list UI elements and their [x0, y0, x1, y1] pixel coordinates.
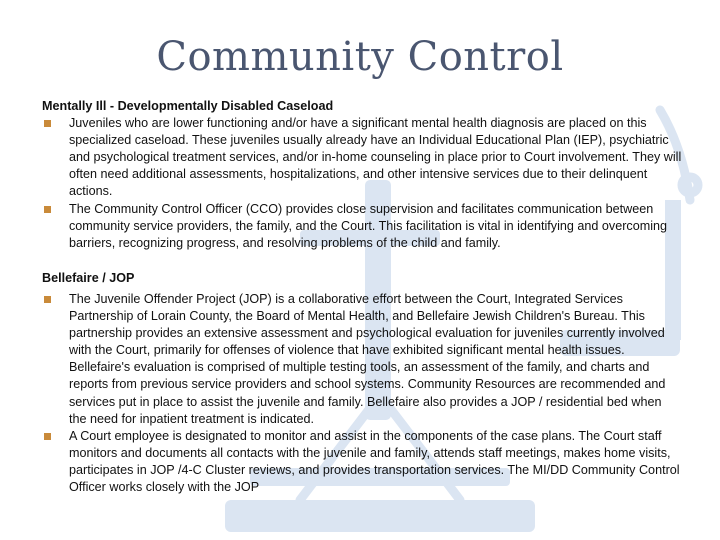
- section-heading-midd: Mentally Ill - Developmentally Disabled Caseload: [42, 99, 334, 113]
- bullet-text: The Community Control Officer (CCO) provides close supervision and facilitates communication between community service providers, the family, and the Court. This facilitation is vital in identifying and overcoming barriers, recognizing progress, and resolving problems of the child and family.: [69, 201, 667, 250]
- square-bullet-icon: [44, 433, 51, 440]
- page-title: Community Control: [156, 34, 564, 80]
- bullet-text: Juveniles who are lower functioning and/or have a significant mental health diagnosis are placed on this specialized caseload. These juveniles usually already have an Individual Educational Plan (IEP), psychiatric and psychological treatment services, and/or in-home counseling in place prior to Court involvement. They will often need additional assessments, hospitalizations, and other intensive services due to their delinquent actions.: [69, 116, 682, 199]
- bullet-list-midd: [42, 115, 682, 252]
- bullet-list-jop: [42, 291, 682, 496]
- slide-body: [42, 98, 682, 496]
- section-heading-jop: Bellefaire / JOP: [42, 270, 135, 285]
- list-item: [42, 115, 682, 200]
- bullet-text: A Court employee is designated to monitor and assist in the components of the case plans. The Court staff monitors and documents all contacts with the juvenile and family, attends staff meetings, makes home visits, participates in JOP /4-C Cluster reviews, and provides transportation services. The MI/DD Community Control Officer works closely with the JOP: [69, 428, 680, 494]
- list-item: [42, 201, 682, 252]
- bullet-text: The Juvenile Offender Project (JOP) is a collaborative effort between the Court, Integrated Services Partnership of Lorain County, the Board of Mental Health, and Bellefaire Jewish Children's Bureau. This partnership provides an extensive assessment and psychological evaluation for juveniles currently involved with the Court, primarily for offenses of violence that have exhibited significant mental health issues. Bellefaire's evaluation is comprised of multiple testing tools, an assessment of the family, and charts and reports from previous service providers and school systems. Community Resources are recommended and services put in place to assist the juvenile and family. Bellefaire also provides a JOP / residential bed when the need for inpatient treatment is indicated.: [69, 291, 666, 426]
- list-item: [42, 428, 682, 496]
- square-bullet-icon: [44, 206, 51, 213]
- square-bullet-icon: [44, 296, 51, 303]
- list-item: [42, 291, 682, 428]
- square-bullet-icon: [44, 120, 51, 127]
